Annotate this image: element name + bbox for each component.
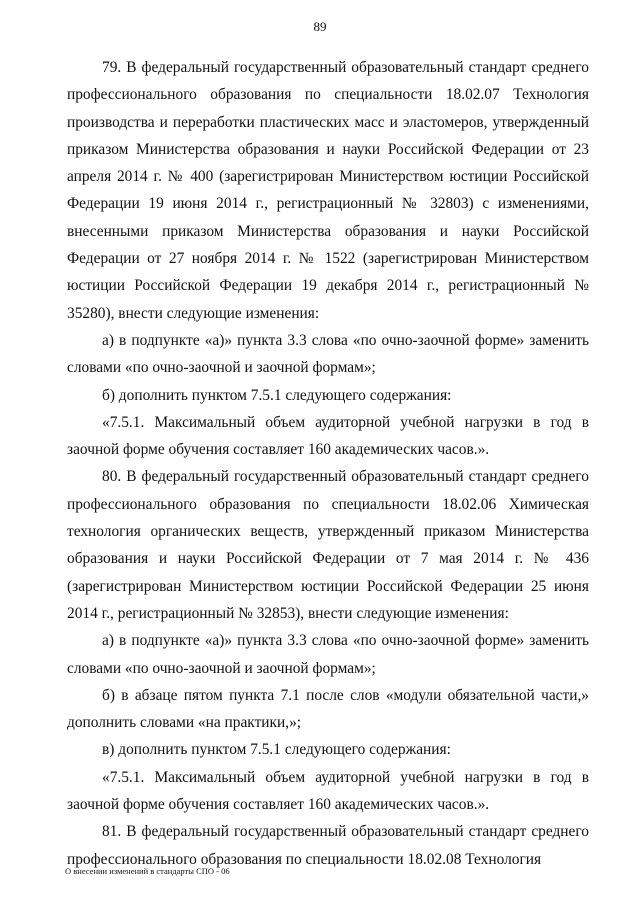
page-number: 89 bbox=[313, 19, 327, 34]
document-body bbox=[67, 54, 589, 873]
paragraph-79: 79. В федеральный государственный образовательный стандарт среднего профессионального образования по специальности 18.02.07 Технология производства и переработки пластических масс и эластомеров, утвержденный приказом Министерства образования и науки Российской Федерации от 23 апреля 2014 г. № 400 (зарегистрирован Министерством юстиции Российской Федерации 19 июня 2014 г., регистрационный № 32803) с изменениями, внесенными приказом Министерства образования и науки Российской Федерации от 27 ноября 2014 г. № 1522 (зарегистрирован Министерством юстиции Российской Федерации 19 декабря 2014 г., регистрационный № 35280), внести следующие изменения: bbox=[67, 59, 589, 322]
paragraph-79-item-b: б) дополнить пунктом 7.5.1 следующего содержания: bbox=[102, 386, 452, 404]
paragraph-81: 81. В федеральный государственный образовательный стандарт среднего профессионального образования по специальности 18.02.08 Технология bbox=[67, 823, 589, 868]
paragraph-79-quote: «7.5.1. Максимальный объем аудиторной учебной нагрузки в год в заочной форме обучения составляет 160 академических часов.». bbox=[67, 413, 589, 459]
paragraph-80-item-a: а) в подпункте «а)» пункта 3.3 слова «по очно-заочной форме» заменить словами «по очно-заочной и заочной формам»; bbox=[67, 632, 589, 677]
paragraph-80-item-c: в) дополнить пунктом 7.5.1 следующего содержания: bbox=[102, 741, 451, 759]
paragraph-80: 80. В федеральный государственный образовательный стандарт среднего профессионального образования по специальности 18.02.06 Химическая технология органических веществ, утвержденный приказом Министерства образования и науки Российской Федерации от 7 мая 2014 г. № 436 (зарегистрирован Министерством юстиции Российской Федерации 25 июня 2014 г., регистрационный № 32853), внести следующие изменения: bbox=[67, 468, 589, 622]
paragraph-79-item-a: а) в подпункте «а)» пункта 3.3 слова «по очно-заочной форме» заменить словами «по очно-заочной и заочной формам»; bbox=[67, 331, 589, 377]
paragraph-80-quote: «7.5.1. Максимальный объем аудиторной учебной нагрузки в год в заочной форме обучения составляет 160 академических часов.». bbox=[67, 768, 589, 814]
page-footer: О внесении изменений в стандарты СПО - 06 bbox=[65, 866, 230, 876]
paragraph-80-item-b: б) в абзаце пятом пункта 7.1 после слов «модули обязательной части,» дополнить словами «на практики,»; bbox=[67, 686, 589, 732]
